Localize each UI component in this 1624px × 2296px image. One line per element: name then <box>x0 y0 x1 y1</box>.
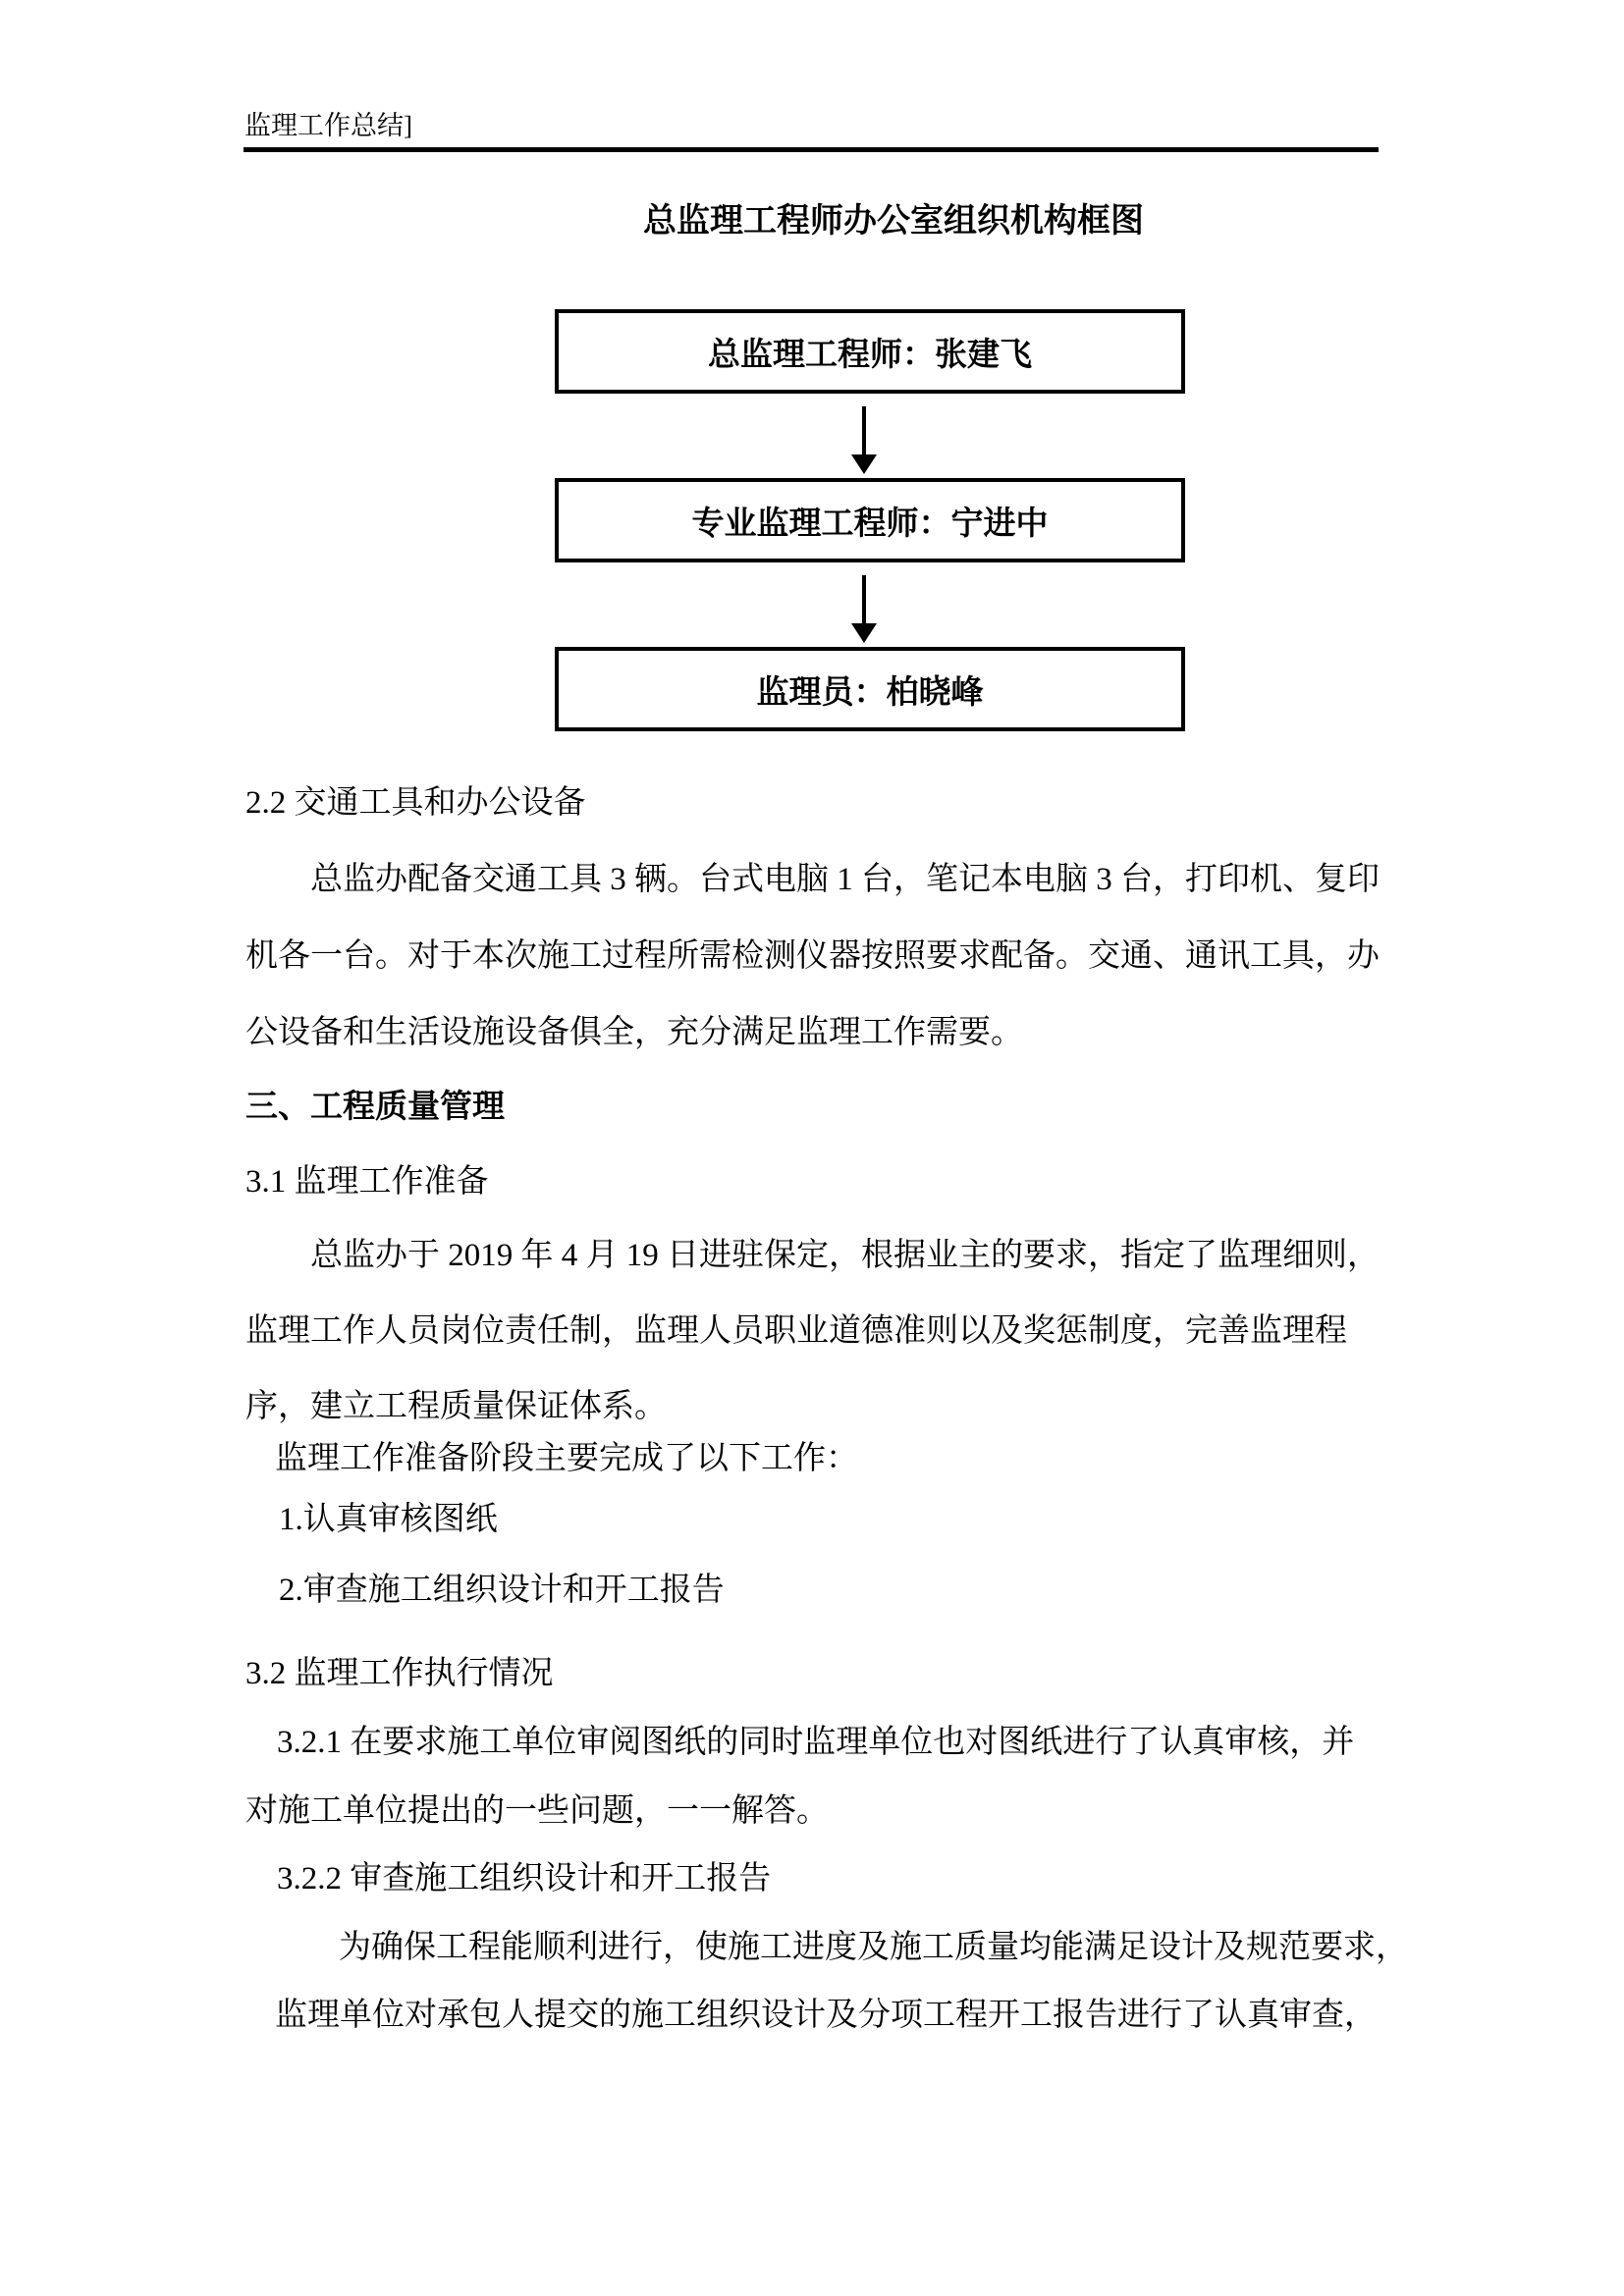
down-arrow-line <box>862 575 866 624</box>
down-arrow-line <box>862 406 866 455</box>
para-equipment-line-3: 公设备和生活设施设备俱全，充分满足监理工作需要。 <box>245 1015 1023 1050</box>
para-3-2-2-line-2: 监理单位对承包人提交的施工组织设计及分项工程开工报告进行了认真审查， <box>275 1998 1377 2033</box>
header-rule <box>244 147 1379 152</box>
down-arrow-icon <box>851 454 877 474</box>
org-node-chief-supervision-engineer: 总监理工程师：张建飞 <box>555 309 1185 394</box>
para-3-1-line-2: 监理工作人员岗位责任制，监理人员职业道德准则以及奖惩制度，完善监理程 <box>245 1313 1347 1349</box>
para-3-1-line-1: 总监办于 2019 年 4 月 19 日进驻保定，根据业主的要求，指定了监理细则， <box>310 1238 1380 1273</box>
org-chart-title: 总监理工程师办公室组织机构框图 <box>643 203 1144 240</box>
heading-3-1: 3.1 监理工作准备 <box>245 1164 489 1200</box>
page-header-text: 监理工作总结] <box>244 111 412 140</box>
list-item-2: 2.审查施工组织设计和开工报告 <box>279 1573 725 1608</box>
heading-3-2: 3.2 监理工作执行情况 <box>245 1656 554 1691</box>
org-node-specialty-supervision-engineer: 专业监理工程师：宁进中 <box>555 478 1185 562</box>
para-3-2-1-line-1: 3.2.1 在要求施工单位审阅图纸的同时监理单位也对图纸进行了认真审核，并 <box>277 1725 1355 1760</box>
line-preparation-tasks-intro: 监理工作准备阶段主要完成了以下工作： <box>275 1441 858 1476</box>
para-3-2-2-line-1: 为确保工程能顺利进行，使施工进度及施工质量均能满足设计及规范要求， <box>339 1930 1408 1965</box>
list-item-1: 1.认真审核图纸 <box>279 1502 498 1537</box>
down-arrow-icon <box>851 623 877 643</box>
heading-2-2: 2.2 交通工具和办公设备 <box>245 785 586 821</box>
org-node-supervisor: 监理员：柏晓峰 <box>555 647 1185 731</box>
para-3-2-1-line-2: 对施工单位提出的一些问题，一一解答。 <box>245 1793 829 1829</box>
para-3-1-line-3: 序，建立工程质量保证体系。 <box>245 1389 667 1424</box>
heading-chapter-3: 三、工程质量管理 <box>245 1090 505 1125</box>
heading-3-2-2: 3.2.2 审查施工组织设计和开工报告 <box>277 1861 772 1896</box>
para-equipment-line-1: 总监办配备交通工具 3 辆。台式电脑 1 台，笔记本电脑 3 台，打印机、复印 <box>310 862 1380 897</box>
para-equipment-line-2: 机各一台。对于本次施工过程所需检测仪器按照要求配备。交通、通讯工具，办 <box>245 938 1380 974</box>
